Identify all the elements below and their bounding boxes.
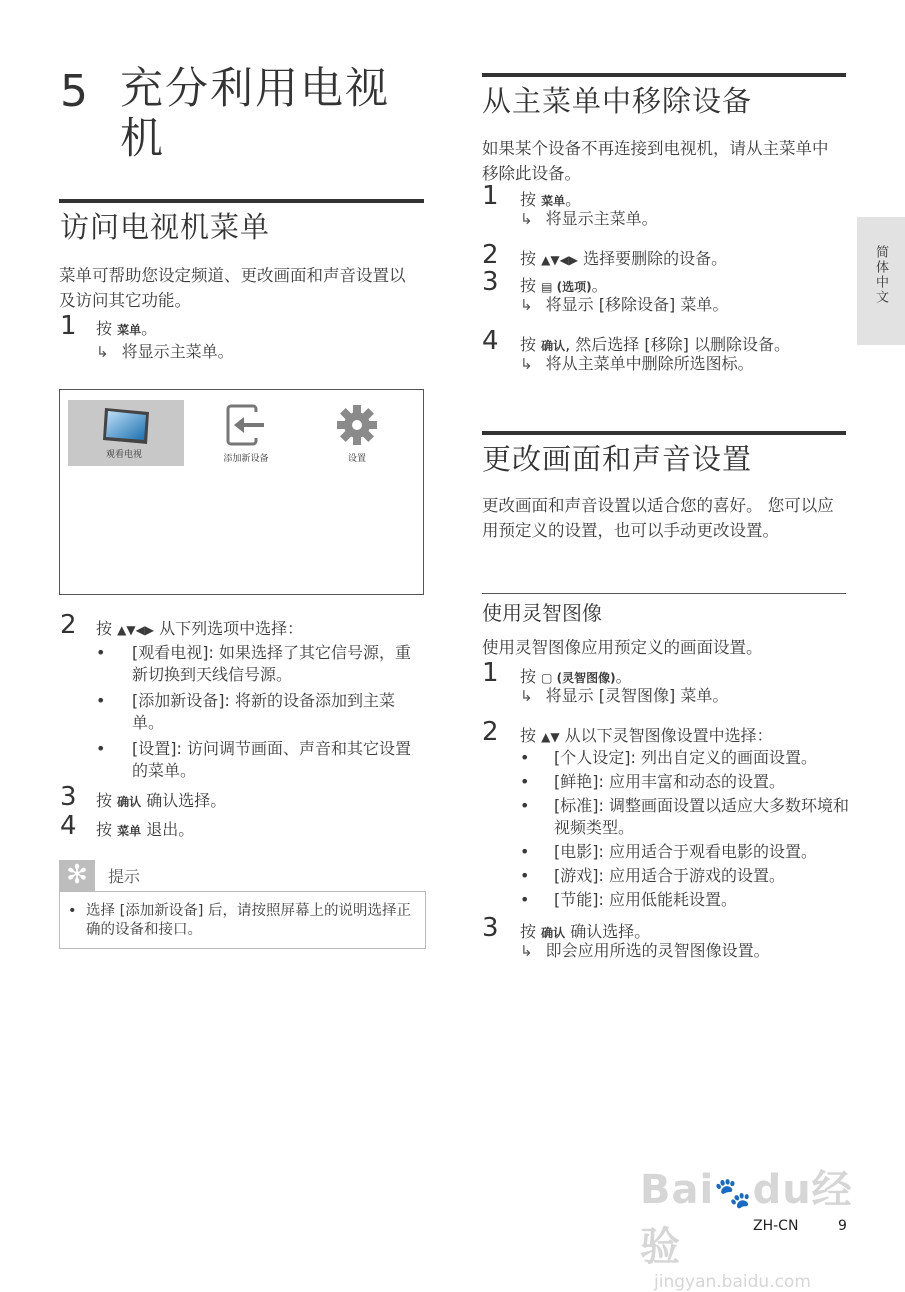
menu-item-add-device <box>206 404 286 466</box>
options-list <box>96 642 416 782</box>
key-label: 菜单 <box>117 824 142 838</box>
option-label: [个人设定] <box>554 748 631 767</box>
option-label: [游戏] <box>554 866 599 885</box>
option-text: : 应用适合于游戏的设置。 <box>598 866 785 885</box>
main-menu-screenshot <box>59 389 424 595</box>
step-suffix: 。 <box>615 667 632 686</box>
step-result <box>482 208 852 242</box>
key-label: 确认 <box>541 926 566 940</box>
result-arrow-icon: ↳ <box>520 210 533 228</box>
section-title-remove-device: 从主菜单中移除设备 <box>482 84 753 118</box>
language-side-tab <box>857 217 905 345</box>
list-item: • [鲜艳]: 应用丰富和动态的设置。 <box>520 772 785 791</box>
step-text <box>96 318 157 341</box>
language-tab-label: 简体中文 <box>873 245 888 305</box>
smart-picture-steps <box>482 660 854 962</box>
step-result <box>96 341 234 363</box>
step-result <box>482 685 854 719</box>
step-row <box>482 913 854 943</box>
tip-badge <box>59 860 95 891</box>
result-arrow-icon: ↳ <box>96 343 109 361</box>
step-suffix: 从以下灵智图像设置中选择： <box>564 726 773 745</box>
language-code: ZH-CN <box>753 1218 799 1234</box>
page-number: 9 <box>838 1218 847 1234</box>
step-number: 2 <box>60 610 77 640</box>
menu-item-label: 观看电视 <box>106 450 143 460</box>
option-text: : 访问调节画面、声音和其它设置的菜单。 <box>132 739 411 780</box>
section-title-picture-sound: 更改画面和声音设置 <box>482 442 753 476</box>
step-prefix: 按 <box>96 619 113 638</box>
result-text: 将显示 [移除设备] 菜单。 <box>545 295 729 314</box>
tv-icon <box>99 406 153 446</box>
tip-box <box>59 891 426 949</box>
key-label: 菜单 <box>541 194 566 208</box>
list-item: • [标准]: 调整画面设置以适应大多数环境和视频类型。 <box>520 796 849 837</box>
step-suffix: 。 <box>565 190 582 209</box>
step-suffix: 退出。 <box>146 820 195 839</box>
option-text: : 调整画面设置以适应大多数环境和视频类型。 <box>554 796 849 837</box>
list-item: • [个人设定]: 列出自定义的画面设置。 <box>520 748 817 767</box>
step-prefix: 按 <box>520 726 537 745</box>
result-text: 将显示 [灵智图像] 菜单。 <box>545 686 729 705</box>
step-prefix: 按 <box>96 791 113 810</box>
remove-steps <box>482 183 852 375</box>
step-prefix: 按 <box>520 249 537 268</box>
option-label: [节能] <box>554 890 599 909</box>
result-arrow-icon: ↳ <box>520 687 533 705</box>
menu-item-label: 添加新设备 <box>223 454 269 464</box>
step-prefix: 按 <box>96 319 113 338</box>
step-prefix: 按 <box>520 667 537 686</box>
step-text <box>96 618 303 641</box>
step-prefix: 按 <box>520 276 537 295</box>
result-arrow-icon: ↳ <box>520 296 533 314</box>
step-row <box>482 242 852 269</box>
step-number: 4 <box>482 326 499 356</box>
step-suffix: 。 <box>141 319 158 338</box>
options-key-icon: ▤ (选项) <box>541 280 592 294</box>
watermark-url: jingyan.baidu.com <box>654 1272 811 1292</box>
section-rule <box>482 431 846 435</box>
section-paragraph: 更改画面和声音设置以适合您的喜好。 您可以应用预定义的设置，也可以手动更改设置。 <box>482 496 834 540</box>
option-label: [设置] <box>132 739 177 758</box>
step-text <box>96 819 194 842</box>
step-number: 4 <box>60 811 77 841</box>
result-text: 即会应用所选的灵智图像设置。 <box>545 941 770 960</box>
step-suffix: 。 <box>591 276 608 295</box>
option-text: : 应用适合于观看电影的设置。 <box>598 842 817 861</box>
list-item: • [设置]: 访问调节画面、声音和其它设置的菜单。 <box>96 739 411 780</box>
menu-item-settings <box>322 404 392 466</box>
step-number: 3 <box>482 913 499 943</box>
arrow-keys-icon: ▲▼◀▶ <box>117 623 155 637</box>
step-row <box>482 181 852 211</box>
subsection-rule <box>482 593 846 594</box>
tip-text: 选择 [添加新设备] 后，请按照屏幕上的说明选择正确的设备和接口。 <box>86 903 412 938</box>
option-text: : 应用丰富和动态的设置。 <box>598 772 785 791</box>
baidu-watermark-logo <box>640 1158 855 1292</box>
step-suffix: , 然后选择 [移除] 以删除设备。 <box>565 335 790 354</box>
step-number: 1 <box>482 181 499 211</box>
step-suffix: 确认选择。 <box>570 922 651 941</box>
chapter-number: 5 <box>60 66 88 117</box>
step-number: 3 <box>482 267 499 297</box>
section-rule <box>59 199 424 203</box>
step-row <box>482 267 852 297</box>
arrow-keys-icon: ▲▼ <box>541 730 560 744</box>
step-number: 3 <box>60 782 77 812</box>
section-paragraph: 如果某个设备不再连接到电视机，请从主菜单中移除此设备。 <box>482 139 829 183</box>
result-text: 将从主菜单中删除所选图标。 <box>545 354 754 373</box>
options-list <box>482 747 850 911</box>
step-number: 2 <box>482 717 499 747</box>
smart-picture-key-icon: ▢ (灵智图像) <box>541 671 616 685</box>
list-item: • [游戏]: 应用适合于游戏的设置。 <box>520 866 785 885</box>
step-number: 2 <box>482 240 499 270</box>
list-item: • [观看电视]: 如果选择了其它信号源，重新切换到天线信号源。 <box>96 643 411 684</box>
tip-item: • 选择 [添加新设备] 后，请按照屏幕上的说明选择正确的设备和接口。 <box>60 892 425 940</box>
list-item: • [节能]: 应用低能耗设置。 <box>520 890 737 909</box>
step-row <box>482 719 854 747</box>
step-prefix: 按 <box>96 820 113 839</box>
step-suffix: 选择要删除的设备。 <box>583 249 728 268</box>
step-row <box>482 326 852 356</box>
asterisk-icon: ✻ <box>66 860 88 890</box>
tip-title: 提示 <box>108 867 141 886</box>
step-prefix: 按 <box>520 922 537 941</box>
step-text <box>96 790 226 813</box>
add-device-icon <box>224 404 268 446</box>
step-suffix: 从下列选项中选择： <box>159 619 304 638</box>
menu-item-watch-tv <box>68 400 184 466</box>
list-item: • [电影]: 应用适合于观看电影的设置。 <box>520 842 817 861</box>
key-label: 确认 <box>117 795 142 809</box>
option-label: [添加新设备] <box>132 691 225 710</box>
step-result <box>482 940 854 962</box>
key-label: 菜单 <box>117 323 142 337</box>
step-number: 1 <box>60 311 77 341</box>
option-label: [标准] <box>554 796 599 815</box>
option-text: : 将新的设备添加到主菜单。 <box>132 691 395 732</box>
list-item: • [添加新设备]: 将新的设备添加到主菜单。 <box>96 691 395 732</box>
gear-icon <box>336 404 378 446</box>
option-label: [鲜艳] <box>554 772 599 791</box>
step-row <box>482 658 854 688</box>
step-number: 1 <box>482 658 499 688</box>
option-text: : 应用低能耗设置。 <box>598 890 737 909</box>
section-title-access-menu: 访问电视机菜单 <box>60 210 271 244</box>
option-text: : 如果选择了其它信号源，重新切换到天线信号源。 <box>132 643 411 684</box>
step-result <box>482 294 852 328</box>
step-prefix: 按 <box>520 190 537 209</box>
chapter-title: 充分利用电视机 <box>120 64 390 164</box>
subsection-title: 使用灵智图像 <box>482 601 602 625</box>
arrow-keys-icon: ▲▼◀▶ <box>541 253 579 267</box>
step-result <box>482 353 852 375</box>
key-label: 确认 <box>541 339 566 353</box>
menu-item-label: 设置 <box>347 454 366 464</box>
result-text: 将显示主菜单。 <box>545 209 658 228</box>
section-rule <box>482 73 846 77</box>
option-label: [观看电视] <box>132 643 209 662</box>
step-prefix: 按 <box>520 335 537 354</box>
subsection-paragraph: 使用灵智图像应用预定义的画面设置。 <box>482 638 763 657</box>
result-arrow-icon: ↳ <box>520 355 533 373</box>
result-text: 将显示主菜单。 <box>121 342 234 361</box>
watermark-mark: Bai🐾du经验 <box>640 1167 853 1270</box>
result-arrow-icon: ↳ <box>520 942 533 960</box>
option-label: [电影] <box>554 842 599 861</box>
section-paragraph: 菜单可帮助您设定频道、更改画面和声音设置以及访问其它功能。 <box>59 266 406 310</box>
option-text: : 列出自定义的画面设置。 <box>630 748 817 767</box>
step-suffix: 确认选择。 <box>146 791 227 810</box>
